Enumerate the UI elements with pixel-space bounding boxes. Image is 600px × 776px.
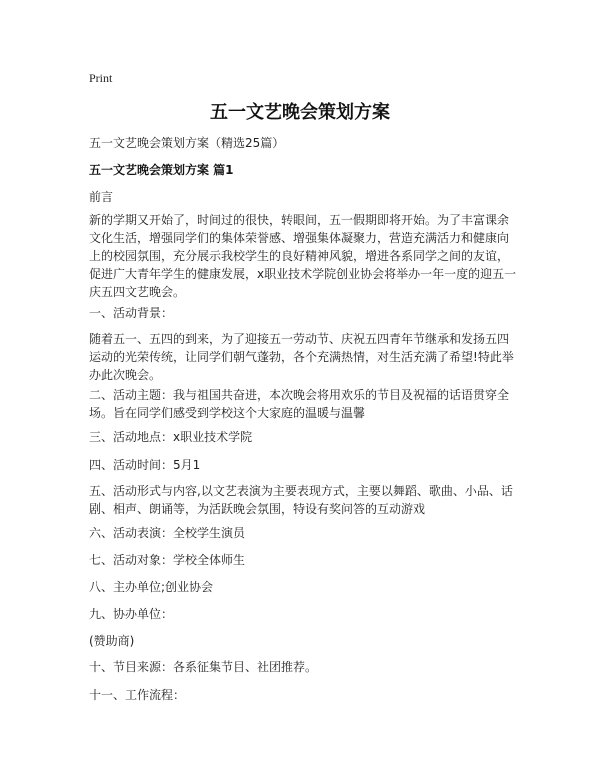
paragraph-sponsor: (赞助商) [89,634,135,648]
print-label: Print [89,71,113,85]
paragraph-performers: 六、活动表演：全校学生演员 [89,526,246,540]
paragraph-workflow: 十一、工作流程： [89,688,186,702]
paragraph-location: 三、活动地点：x职业技术学院 [89,430,253,444]
paragraph-preface: 前言 [89,190,114,204]
document-title: 五一文艺晚会策划方案 [210,102,390,123]
paragraph-co-organizer: 九、协办单位： [89,607,174,621]
paragraph-intro: 新的学期又开始了，时间过的很快，转眼间，五一假期即将开始。为了丰富课余文化生活，增强同学们的集体荣誉感、增强集体凝聚力，营造充满活力和健康向上的校园氛围，充分展示我校学生的良好精神风貌，增进各系同学之间的友谊，促进广大青年学生的健康发展，x职业技术学院创业协会将举办一年一度的迎五一庆五四文艺晚会。 [89,213,517,299]
section-title: 五一文艺晚会策划方案 篇1 [89,163,234,177]
paragraph-background-heading: 一、活动背景： [89,306,174,320]
document-subtitle: 五一文艺晚会策划方案（精选25篇） [89,136,285,150]
paragraph-format: 五、活动形式与内容,以文艺表演为主要表现方式，主要以舞蹈、歌曲、小品、话剧、相声、朗诵等，为活跃晚会氛围，特设有奖问答的互动游戏 [89,484,513,516]
paragraph-time: 四、活动时间：5月1 [89,458,201,472]
paragraph-audience: 七、活动对象：学校全体师生 [89,553,246,567]
paragraph-background: 随着五一、五四的到来，为了迎接五一劳动节、庆祝五四青年节继承和发扬五四运动的光荣传统，让同学们朝气蓬勃，各个充满热情，对生活充满了希望!特此举办此次晚会。 [89,332,514,382]
paragraph-organizer: 八、主办单位;创业协会 [89,580,214,594]
paragraph-program-source: 十、节目来源：各系征集节目、社团推荐。 [89,660,318,674]
paragraph-theme: 二、活动主题：我与祖国共奋进，本次晚会将用欢乐的节目及祝福的话语贯穿全场。旨在同学们感受到学校这个大家庭的温暖与温馨 [89,388,510,420]
